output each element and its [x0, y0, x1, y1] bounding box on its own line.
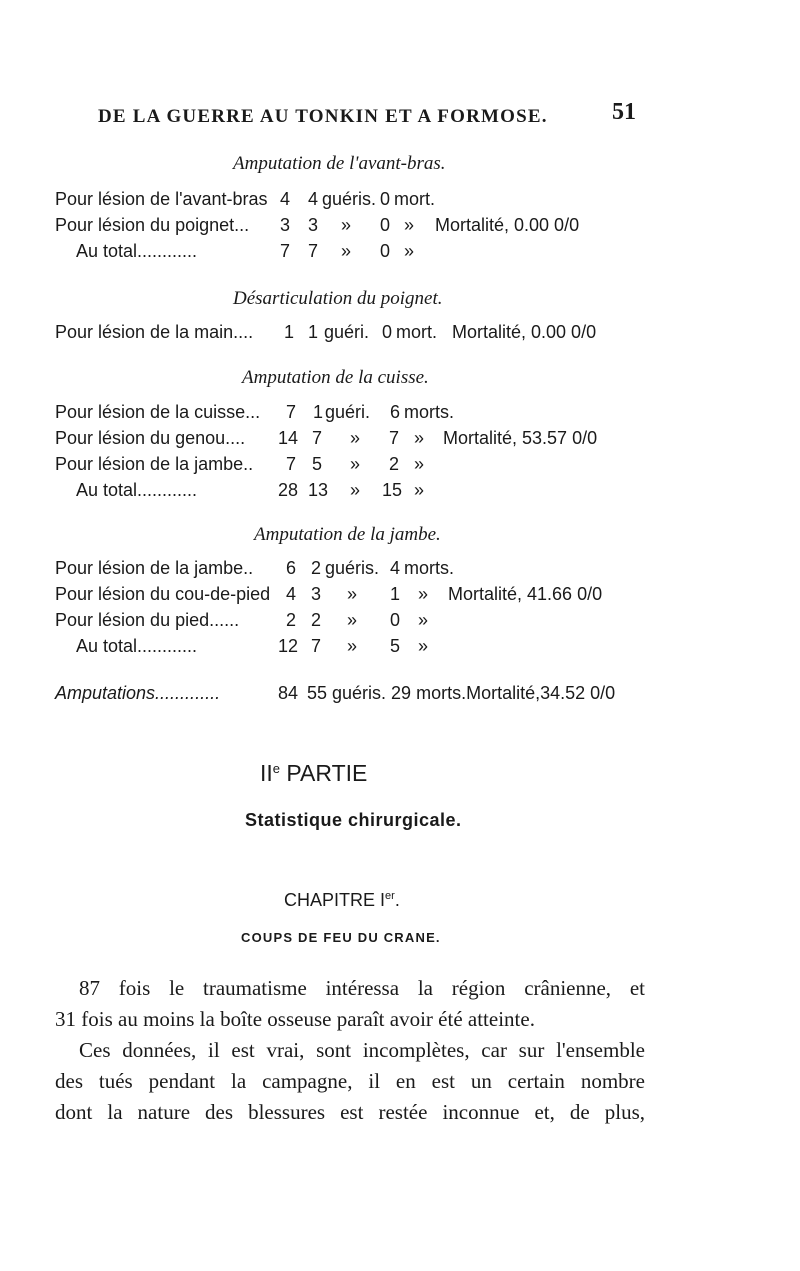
row-morts-word: » [404, 215, 415, 235]
row-gueris: 3 [311, 584, 322, 604]
row-gueris-word: » [350, 480, 361, 500]
body-line: 87 fois le traumatisme intéressa la région crânienne, et [79, 976, 645, 1000]
row-label: Pour lésion de l'avant-bras [55, 189, 268, 209]
row-total: 14 [278, 428, 299, 448]
row-label: Pour lésion du poignet... [55, 215, 250, 235]
row-gueris-word: guéris. [325, 558, 380, 578]
table-row [0, 322, 800, 346]
row-mortalite: Mortalité, 0.00 0/0 [452, 322, 597, 342]
row-gueris-word: guéri. [325, 402, 371, 422]
row-gueris: 2 [311, 558, 322, 578]
row-gueris-word: » [341, 241, 352, 261]
row-total: 28 [278, 480, 299, 500]
row-morts-word: mort. [396, 322, 438, 342]
row-total: 2 [286, 610, 297, 630]
page-number: 51 [612, 99, 636, 125]
table-row [0, 428, 800, 452]
row-morts-word: » [414, 454, 425, 474]
row-gueris-word: » [347, 610, 358, 630]
row-total: 1 [284, 322, 295, 342]
part-heading [260, 760, 367, 787]
row-morts: 7 [389, 428, 400, 448]
row-total: 3 [280, 215, 291, 235]
body-text [55, 973, 645, 1128]
chapter-heading [284, 890, 400, 911]
section-title-jambe: Amputation de la jambe. [254, 524, 441, 545]
chapter-subtitle: COUPS DE FEU DU CRANE. [241, 930, 441, 945]
row-label: Pour lésion de la jambe.. [55, 558, 254, 578]
row-total: 7 [286, 454, 297, 474]
chapter-sup: er [385, 890, 395, 902]
row-gueris: 1 [308, 322, 319, 342]
row-gueris-word: » [350, 454, 361, 474]
row-morts-word: » [414, 428, 425, 448]
row-gueris-word: guéris. [322, 189, 377, 209]
row-morts: 1 [390, 584, 401, 604]
row-mortalite: Mortalité, 41.66 0/0 [448, 584, 603, 604]
row-morts: 15 [382, 480, 403, 500]
row-gueris: 3 [308, 215, 319, 235]
section-title-cuisse: Amputation de la cuisse. [242, 367, 429, 388]
row-gueris: 1 [313, 402, 324, 422]
table-row [0, 480, 800, 504]
row-total: 7 [280, 241, 291, 261]
row-gueris: 5 [312, 454, 323, 474]
table-row [0, 454, 800, 478]
row-morts-word: mort. [394, 189, 436, 209]
row-label: Au total............ [76, 636, 198, 656]
row-label: Pour lésion du cou-de-pied [55, 584, 271, 604]
row-label: Pour lésion de la cuisse... [55, 402, 261, 422]
row-morts: 0 [380, 241, 391, 261]
summary-row [0, 683, 800, 707]
part-word: PARTIE [286, 760, 368, 786]
row-morts-word: morts. [404, 402, 455, 422]
chapter-dot: . [394, 890, 400, 910]
row-morts-word: morts. [404, 558, 455, 578]
row-morts-word: » [404, 241, 415, 261]
table-row [0, 402, 800, 426]
row-mortalite: Mortalité, 0.00 0/0 [435, 215, 580, 235]
row-morts-word: » [418, 584, 429, 604]
chapter-roman: I [380, 890, 386, 910]
row-morts: 0 [390, 610, 401, 630]
row-morts-word: » [418, 610, 429, 630]
row-total: 4 [280, 189, 291, 209]
row-morts: 2 [389, 454, 400, 474]
row-gueris: 7 [308, 241, 319, 261]
row-mortalite: Mortalité, 53.57 0/0 [443, 428, 598, 448]
row-total: 7 [286, 402, 297, 422]
section-title-poignet: Désarticulation du poignet. [233, 288, 443, 309]
part-subtitle: Statistique chirurgicale. [245, 810, 462, 830]
table-row [0, 215, 800, 239]
row-gueris-word: » [341, 215, 352, 235]
row-label: Pour lésion de la main.... [55, 322, 254, 342]
running-title: DE LA GUERRE AU TONKIN ET A FORMOSE. [98, 106, 548, 127]
table-row [0, 189, 800, 213]
row-label: Pour lésion du pied...... [55, 610, 240, 630]
row-gueris: 2 [311, 610, 322, 630]
chapter-word: CHAPITRE [284, 890, 376, 910]
part-roman: II [260, 760, 273, 786]
summary-text: 55 guéris. 29 morts.Mortalité,34.52 0/0 [307, 683, 616, 703]
row-total: 12 [278, 636, 299, 656]
row-morts-word: » [418, 636, 429, 656]
section-title-avant-bras: Amputation de l'avant-bras. [233, 153, 446, 174]
row-total: 6 [286, 558, 297, 578]
row-morts: 5 [390, 636, 401, 656]
row-gueris-word: » [347, 584, 358, 604]
summary-label: Amputations............. [55, 683, 221, 703]
table-row [0, 636, 800, 660]
row-gueris-word: » [347, 636, 358, 656]
row-gueris-word: guéri. [324, 322, 370, 342]
row-morts: 0 [380, 189, 391, 209]
table-row [0, 241, 800, 265]
table-row [0, 558, 800, 582]
row-label: Au total............ [76, 480, 198, 500]
row-morts: 0 [382, 322, 393, 342]
part-sup: e [272, 761, 281, 776]
body-line: Ces données, il est vrai, sont incomplètes, car sur l'ensemble [79, 1038, 645, 1062]
row-gueris: 4 [308, 189, 319, 209]
row-morts: 0 [380, 215, 391, 235]
row-gueris-word: » [350, 428, 361, 448]
row-label: Pour lésion de la jambe.. [55, 454, 254, 474]
table-row [0, 584, 800, 608]
table-row [0, 610, 800, 634]
row-gueris: 7 [312, 428, 323, 448]
row-morts-word: » [414, 480, 425, 500]
body-line: 31 fois au moins la boîte osseuse paraît avoir été atteinte. [55, 1007, 535, 1031]
row-gueris: 13 [308, 480, 329, 500]
row-gueris: 7 [311, 636, 322, 656]
row-label: Au total............ [76, 241, 198, 261]
row-total: 4 [286, 584, 297, 604]
summary-total: 84 [278, 683, 299, 703]
row-morts: 6 [390, 402, 401, 422]
row-morts: 4 [390, 558, 401, 578]
row-label: Pour lésion du genou.... [55, 428, 246, 448]
body-line: des tués pendant la campagne, il en est un certain nombre [55, 1069, 645, 1093]
body-line: dont la nature des blessures est restée inconnue et, de plus, [55, 1100, 645, 1124]
